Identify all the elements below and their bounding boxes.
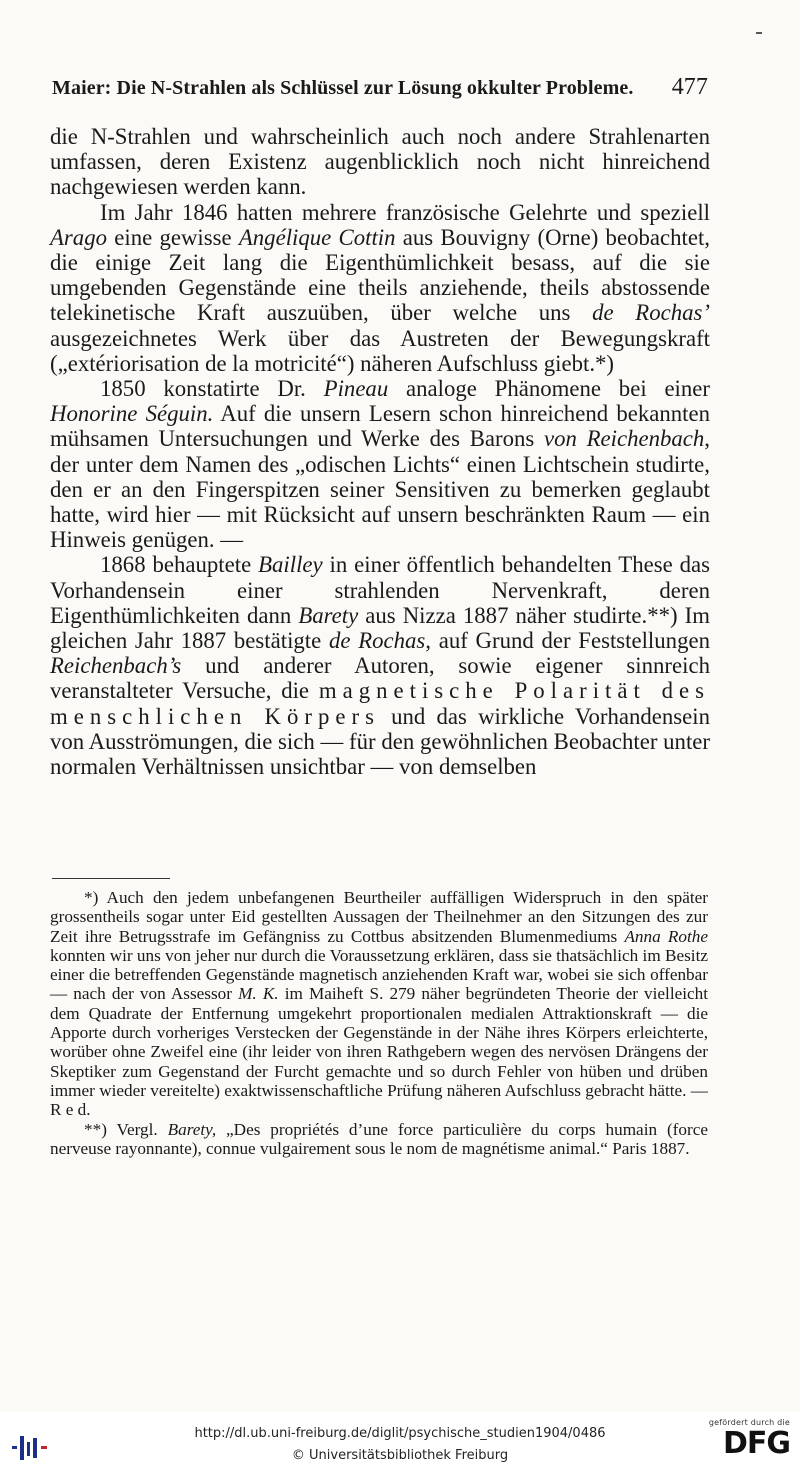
paragraph-3 [50, 376, 710, 552]
paragraph-1 [50, 124, 710, 200]
name-reichenbach-2: Reichenbach’s [50, 653, 182, 679]
paragraph-4 [50, 552, 710, 779]
dfg-logo-text: DFG [722, 1426, 790, 1461]
viewer-footer [0, 1412, 800, 1472]
p2-text-d: ausgezeichnetes Werk über das Austreten der Bewegungskraft („extériorisation de la motricité“) näheren Aufschluss giebt.*) [50, 325, 710, 376]
fn1-text-a: *) Auch den jedem unbefangenen Beurtheiler auffälligen Widerspruch in den später grossentheils sogar unter Eid gestellten Aussagen der Theilnehmer an den Sitzungen des zur Zeit ihre Betrugsstrafe im Gefängniss zu Cottbus absitzenden Blumenmediums [50, 888, 708, 946]
p4-text-e: und anderer Autoren, sowie eigener sinnreich veranstalteter Versuche, die [50, 653, 710, 704]
footnote-rule [52, 878, 170, 879]
p3-text-d: , der unter dem Namen des „odischen Lichts“ einen Lichtschein studirte, den er an den Fingerspitzen seiner Sensitiven zu bemerken geglaubt hatte, wird hier — mit Rücksicht auf unsern beschränkten Raum — ein Hinweis genügen. — [50, 426, 710, 553]
fn2-text-a: **) Vergl. [84, 1119, 168, 1139]
name-rochas: de Rochas’ [592, 300, 711, 326]
fn1-text-b: konnten wir uns von jeher nur durch die Voraussetzung erklären, dass sie thatsächlich im Besitz einer die betreffenden Gegenstände magnetisch anziehenden Kraft war, wobei sie sich offenbar — nach der von Assessor [50, 945, 708, 1004]
copyright: © Universitätsbibliothek Freiburg [291, 1448, 509, 1463]
name-mk: M. K. [238, 984, 279, 1004]
name-cottin: Angélique Cottin [238, 224, 396, 250]
p3-text-b: analoge Phänomene bei einer [388, 376, 710, 402]
p3-text-c: Auf die unsern Lesern schon hinreichend bekannten mühsamen Untersuchungen und Werke des Barons [50, 401, 711, 452]
paragraph-2 [50, 200, 710, 376]
fn1-text-c: im Maiheft S. 279 näher begründeten Theorie der vielleicht dem Quadrate der Entfernung umgekehrt proportionalen medialen Attraktionskraft — die Apporte durch vorheriges Verstecken der Gegenstände in der Nähe ihres Körpers erleichterte, worüber ohne Zweifel eine (ihr leider von ihren Rathgebern wegen des nervösen Drängens der Skeptiker zum Gegenstand der Furcht gemachte und so durch Fehler von hüben und drüben immer wieder vereitelte) exaktwissenschaftliche Prüfung näheren Aufschluss gebracht hätte. — R e d. [50, 984, 708, 1120]
p4-text-a: 1868 behauptete [100, 552, 259, 578]
name-barety: Barety [298, 602, 359, 628]
running-title: Maier: Die N-Strahlen als Schlüssel zur Lösung okkulter Probleme. [52, 77, 634, 99]
name-rochas-2: de Rochas, [328, 628, 431, 654]
scan-mark [756, 32, 762, 34]
running-header [52, 74, 708, 101]
p2-text-b: eine gewisse [107, 224, 239, 250]
fn2-text-b: „Des propriétés d’une force particulière du corps humain (force nerveuse rayonnante), connue vulgairement sous le nom de magnétisme animal.“ Paris 1887. [50, 1119, 708, 1158]
p4-text-b: in einer öffentlich behandelten These das Vorhandensein einer strahlenden Nervenkraft, deren Eigenthümlichkeiten dann [50, 552, 711, 628]
footnote-1 [50, 888, 708, 1120]
footnote-2 [50, 1120, 708, 1159]
p4-text-d: auf Grund der Feststellungen [431, 628, 710, 654]
name-reichenbach: von Reichenbach [543, 426, 705, 452]
p2-text-c: aus Bouvigny (Orne) beobachtet, die einige Zeit lang die Eigenthümlichkeit besass, auf die sie umgebenden Gegenstände eine theils anziehende, theils abstossende telekinetische Kraft auszuüben, über welche uns [50, 224, 710, 326]
name-seguin: Honorine Séguin. [50, 401, 214, 427]
dfg-logo-icon [706, 1418, 790, 1468]
main-text [50, 124, 710, 779]
dfg-caption: gefördert durch die [708, 1418, 790, 1427]
name-pineau: Pineau [323, 376, 389, 402]
p4-text-f: und das wirkliche Vorhandensein von Ausströmungen, die sich — für den gewöhnlichen Beobachter unter normalen Verhältnissen unsichtbar — von demselben [50, 703, 710, 780]
name-bailley: Bailley [258, 552, 323, 578]
spaced-emphasis: magnetische Polarität des menschlichen Körpers [50, 678, 710, 729]
name-rothe: Anna Rothe [624, 926, 708, 946]
page-number: 477 [671, 74, 708, 100]
footnotes [50, 888, 708, 1158]
p2-text-a: Im Jahr 1846 hatten mehrere französische Gelehrte und speziell [100, 199, 710, 225]
p4-text-c: aus Nizza 1887 näher studirte.**) Im gleichen Jahr 1887 bestätigte [50, 602, 710, 654]
p3-text-a: 1850 konstatirte Dr. [100, 376, 324, 402]
source-url[interactable]: http://dl.ub.uni-freiburg.de/diglit/psychische_studien1904/0486 [194, 1426, 606, 1441]
paragraph-1-text: die N-Strahlen und wahrscheinlich auch noch andere Strahlenarten umfassen, deren Existenz augenblicklich noch nicht hinreichend nachgewiesen werden kann. [50, 124, 710, 200]
name-barety-note: Barety, [167, 1119, 217, 1139]
name-arago: Arago [50, 224, 107, 250]
